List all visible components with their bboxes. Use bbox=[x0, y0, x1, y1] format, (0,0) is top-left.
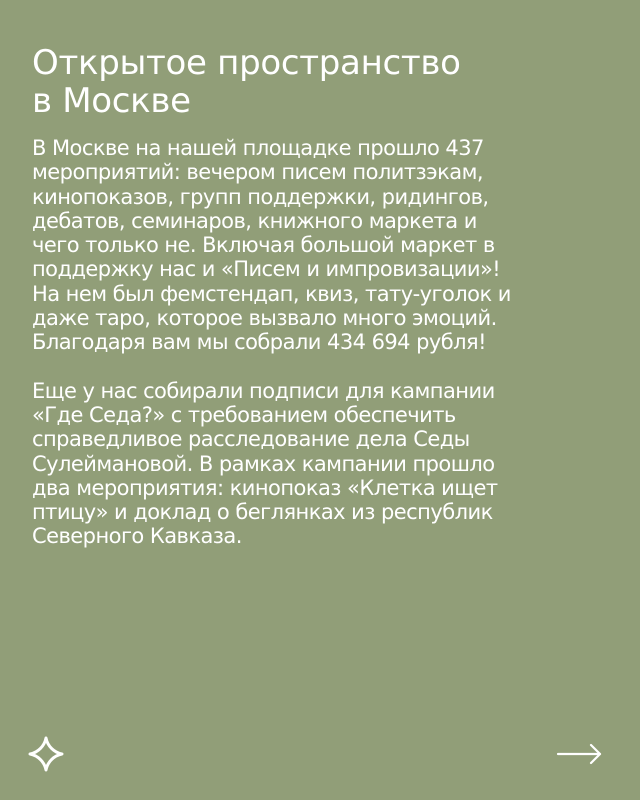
text-line: мероприятий: вечером писем политзэкам, bbox=[32, 160, 483, 185]
text-line: В Москве на нашей площадке прошло 437 bbox=[32, 136, 484, 160]
text-line: Еще у нас собирали подписи для кампании bbox=[32, 378, 495, 403]
text-line: дебатов, семинаров, книжного маркета и bbox=[32, 208, 477, 233]
text-line: чего только не. Включая большой маркет в bbox=[32, 233, 495, 258]
paragraph-events bbox=[32, 136, 612, 355]
slide-body bbox=[32, 136, 612, 549]
text-line: Северного Кавказа. bbox=[32, 524, 242, 549]
text-line: Благодаря вам мы собрали 434 694 рубля! bbox=[32, 330, 487, 355]
text-line: «Где Седа?» с требованием обеспечить bbox=[32, 402, 456, 427]
text-line: справедливое расследование дела Седы bbox=[32, 427, 470, 452]
paragraph-campaign bbox=[32, 379, 612, 549]
arrow-right-icon[interactable] bbox=[556, 742, 604, 766]
text-line: птицу» и доклад о беглянках из республик bbox=[32, 500, 493, 525]
title-line: в Москве bbox=[32, 81, 191, 121]
slide-title bbox=[32, 44, 592, 120]
text-line: На нем был фемстендап, квиз, тату-уголок и bbox=[32, 281, 511, 306]
title-line: Открытое пространство bbox=[32, 43, 461, 83]
text-line: поддержку нас и «Писем и импровизации»! bbox=[32, 257, 501, 282]
text-line: два мероприятия: кинопоказ «Клетка ищет bbox=[32, 475, 498, 500]
text-line: даже таро, которое вызвало много эмоций. bbox=[32, 306, 497, 331]
four-point-star-outline-icon bbox=[28, 736, 64, 772]
text-line: кинопоказов, групп поддержки, ридингов, bbox=[32, 184, 489, 209]
text-line: Сулеймановой. В рамках кампании прошло bbox=[32, 451, 495, 476]
